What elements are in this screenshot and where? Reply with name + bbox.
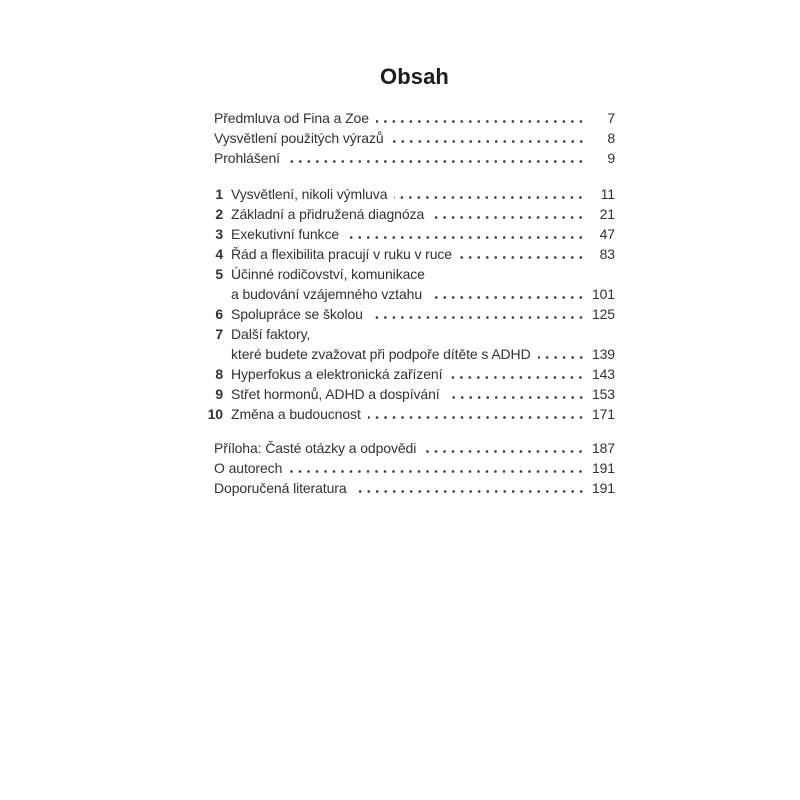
chapter-number: 10 — [207, 406, 223, 422]
toc-entry-page-number: 11 — [600, 186, 615, 202]
toc-entry-page-number: 8 — [607, 130, 615, 146]
dot-leader — [394, 196, 585, 199]
toc-entry — [214, 458, 615, 478]
toc-entry-page-number: 153 — [591, 386, 615, 402]
toc-entry-page-number: 7 — [607, 110, 615, 126]
dot-leader — [287, 160, 585, 163]
toc-chapters-section — [207, 184, 615, 424]
dot-leader — [368, 416, 585, 419]
chapter-number: 6 — [215, 306, 223, 322]
chapter-number: 7 — [215, 326, 223, 342]
toc-entry — [206, 404, 615, 424]
toc-entry — [214, 478, 615, 498]
toc-entry-title: Doporučená literatura — [214, 480, 347, 496]
dot-leader — [354, 490, 585, 493]
toc-entry-title: Spolupráce se školou — [231, 306, 363, 322]
toc-entry-title: které budete zvažovat při podpoře dítěte s ADHD — [231, 346, 531, 362]
dot-leader — [431, 216, 585, 219]
toc-entry — [214, 128, 615, 148]
chapter-number: 3 — [215, 226, 223, 242]
chapter-number: 2 — [215, 206, 223, 222]
toc-entry — [206, 324, 615, 344]
toc-entry-page-number: 191 — [591, 480, 615, 496]
toc-entry-page-number: 101 — [591, 286, 615, 302]
page-title: Obsah — [380, 64, 449, 89]
toc-entry-page-number: 171 — [591, 406, 615, 422]
dot-leader — [289, 470, 585, 473]
toc-entry-title: O autorech — [214, 460, 283, 476]
toc-entry-title: a budování vzájemného vztahu — [231, 286, 422, 302]
dot-leader — [423, 450, 585, 453]
dot-leader — [370, 316, 585, 319]
dot-leader — [449, 376, 585, 379]
toc-entry-page-number: 187 — [591, 440, 615, 456]
toc-entry — [206, 224, 615, 244]
toc-entry-title: Exekutivní funkce — [231, 226, 340, 242]
toc-entry — [214, 108, 615, 128]
toc-entry-title: Změna a budoucnost — [231, 406, 361, 422]
dot-leader — [391, 140, 585, 143]
toc-entry-page-number: 9 — [607, 150, 615, 166]
toc-entry — [206, 244, 615, 264]
toc-entry — [206, 384, 615, 404]
toc-entry-page-number: 83 — [599, 246, 615, 262]
toc-entry-title: Předmluva od Fina a Zoe — [214, 110, 369, 126]
toc-entry-title: Řád a flexibilita pracují v ruku v ruce — [231, 246, 452, 262]
chapter-number: 4 — [215, 246, 223, 262]
toc-entry-page-number: 125 — [591, 306, 615, 322]
chapter-number: 1 — [215, 186, 223, 202]
toc-entry — [206, 184, 615, 204]
toc-entry-title: Základní a přidružená diagnóza — [231, 206, 425, 222]
toc-entry-title: Hyperfokus a elektronická zařízení — [231, 366, 443, 382]
toc-entry-title: Střet hormonů, ADHD a dospívání — [231, 386, 440, 402]
chapter-number: 5 — [215, 266, 223, 282]
toc-entry-page-number: 139 — [591, 346, 615, 362]
toc-entry-title: Prohlášení — [214, 150, 280, 166]
dot-leader — [447, 396, 585, 399]
table-of-contents-page — [207, 62, 615, 498]
chapter-number: 9 — [215, 386, 223, 402]
toc-back-matter-section — [214, 438, 615, 498]
toc-entry-page-number: 21 — [599, 206, 615, 222]
toc-entry-title: Účinné rodičovství, komunikace — [231, 266, 425, 282]
toc-entry — [206, 304, 615, 324]
dot-leader — [538, 356, 585, 359]
toc-entry — [214, 438, 615, 458]
toc-entry-continuation-line — [206, 344, 615, 364]
toc-entry-page-number: 143 — [591, 366, 615, 382]
toc-entry — [214, 148, 615, 168]
toc-entry-title: Příloha: Časté otázky a odpovědi — [214, 440, 417, 456]
toc-entry-page-number: 191 — [591, 460, 615, 476]
toc-entry — [206, 264, 615, 284]
toc-entry-page-number: 47 — [599, 226, 615, 242]
toc-entry-title: Další faktory, — [231, 326, 311, 342]
toc-entry-title: Vysvětlení, nikoli výmluva — [231, 186, 388, 202]
dot-leader — [376, 120, 585, 123]
dot-leader — [429, 296, 585, 299]
toc-entry — [206, 204, 615, 224]
dot-leader — [346, 236, 585, 239]
toc-front-matter-section — [214, 108, 615, 168]
toc-entry-title: Vysvětlení použitých výrazů — [214, 130, 384, 146]
toc-entry-continuation-line — [206, 284, 615, 304]
dot-leader — [459, 256, 585, 259]
toc-entry — [206, 364, 615, 384]
chapter-number: 8 — [215, 366, 223, 382]
